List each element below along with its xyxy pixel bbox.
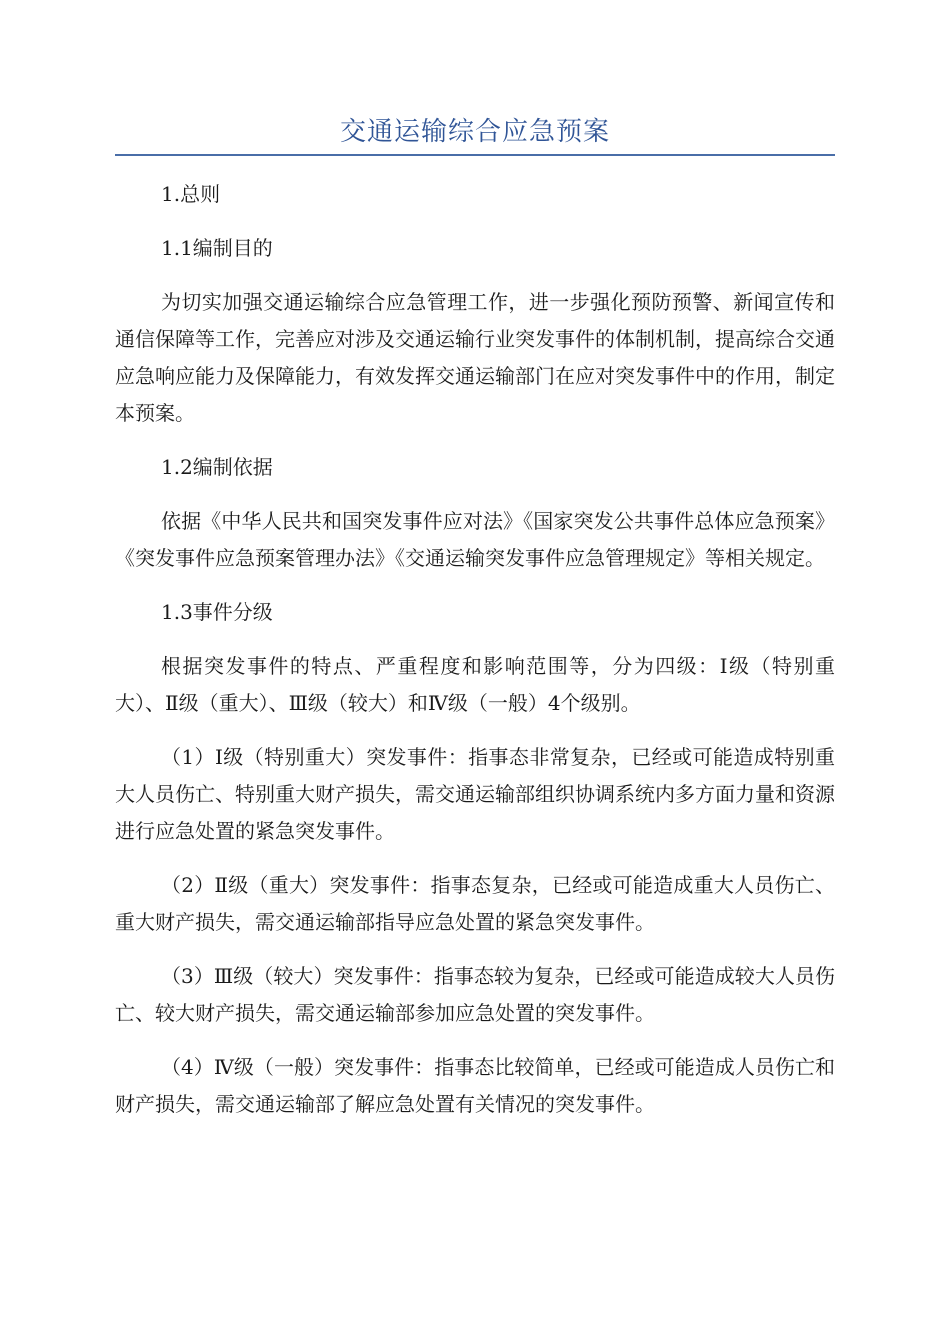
section-heading-general: 1.总则 — [161, 182, 221, 206]
section-heading-basis: 1.2编制依据 — [161, 455, 273, 479]
paragraph-purpose: 为切实加强交通运输综合应急管理工作，进一步强化预防预警、新闻宣传和通信保障等工作，完善应对涉及交通运输行业突发事件的体制机制，提高综合交通应急响应能力及保障能力，有效发挥交通运输部门在应对突发事件中的作用，制定本预案。 — [115, 290, 835, 425]
title-underline — [115, 154, 835, 156]
section-heading-classification: 1.3事件分级 — [161, 600, 273, 624]
paragraph-level-2: （2）Ⅱ级（重大）突发事件：指事态复杂，已经或可能造成重大人员伤亡、重大财产损失，需交通运输部指导应急处置的紧急突发事件。 — [115, 873, 835, 934]
paragraph-level-4: （4）Ⅳ级（一般）突发事件：指事态比较简单，已经或可能造成人员伤亡和财产损失，需交通运输部了解应急处置有关情况的突发事件。 — [115, 1055, 835, 1116]
document-body — [115, 176, 835, 1140]
document-title: 交通运输综合应急预案 — [339, 117, 610, 147]
paragraph-classification: 根据突发事件的特点、严重程度和影响范围等，分为四级：Ⅰ级（特别重大）、Ⅱ级（重大）、Ⅲ级（较大）和Ⅳ级（一般）4个级别。 — [115, 654, 835, 715]
paragraph-basis: 依据《中华人民共和国突发事件应对法》《国家突发公共事件总体应急预案》《突发事件应急预案管理办法》《交通运输突发事件应急管理规定》等相关规定。 — [115, 509, 835, 570]
paragraph-level-3: （3）Ⅲ级（较大）突发事件：指事态较为复杂，已经或可能造成较大人员伤亡、较大财产损失，需交通运输部参加应急处置的突发事件。 — [115, 964, 835, 1025]
section-heading-purpose: 1.1编制目的 — [161, 236, 273, 260]
paragraph-level-1: （1）Ⅰ级（特别重大）突发事件：指事态非常复杂，已经或可能造成特别重大人员伤亡、特别重大财产损失，需交通运输部组织协调系统内多方面力量和资源进行应急处置的紧急突发事件。 — [115, 745, 835, 843]
